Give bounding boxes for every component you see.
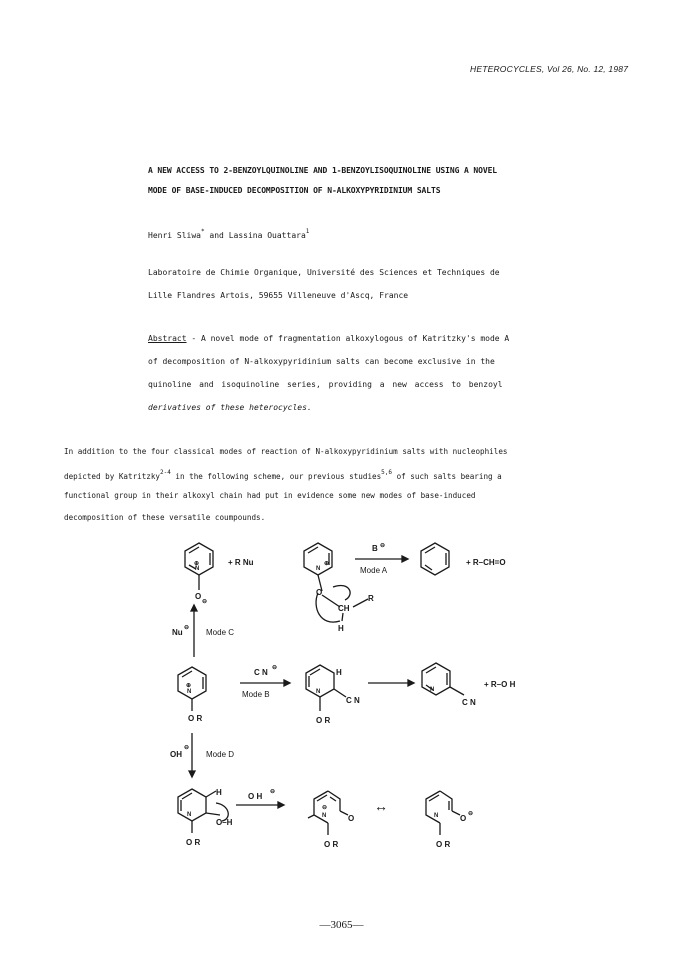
row3-reagent: O H — [248, 792, 263, 801]
plus-charge-2: ⊕ — [324, 561, 330, 567]
mode-c-nu-charge: ⊖ — [184, 625, 190, 631]
mode-d-oh-charge: ⊖ — [184, 745, 190, 751]
body-line-2 — [64, 469, 502, 481]
mode-b-reagent: C N — [254, 668, 268, 677]
corresponding-mark: * — [200, 228, 205, 235]
row1-reagent: + R Nu — [228, 558, 254, 567]
abstract-line-1-text: - A novel mode of fragmentation alkoxylogous of Katritzky's mode A — [186, 334, 510, 343]
journal-citation: HETEROCYCLES, Vol 26, No. 12, 1987 — [470, 64, 629, 74]
row3-o: O — [348, 814, 355, 823]
row3-oh: O–H — [216, 818, 233, 827]
row3-o-enolate: O — [460, 814, 467, 823]
reaction-scheme — [150, 535, 570, 865]
author-2: Lassina Ouattara — [228, 231, 306, 240]
or-label-2: O R — [316, 716, 331, 725]
n-label-7: N — [322, 813, 327, 819]
n-label-8: N — [434, 813, 439, 819]
title-line-1: A NEW ACCESS TO 2-BENZOYLQUINOLINE AND 1-BENZOYLISOQUINOLINE USING A NOVEL — [148, 166, 498, 175]
mode-c-nu: Nu — [172, 628, 183, 637]
row3-h: H — [216, 788, 222, 797]
h-label: H — [338, 624, 344, 633]
n-label-4: N — [316, 689, 321, 695]
row3-reagent-charge: ⊖ — [270, 789, 276, 795]
author-1: Henri Sliwa — [148, 231, 201, 240]
n-label-1: N — [195, 566, 200, 572]
mode-c-label: Mode C — [206, 628, 235, 637]
or-label-5: O R — [436, 840, 451, 849]
abstract-line-1 — [148, 334, 509, 343]
ring-opened-anion-ring — [308, 791, 348, 835]
mode-a-base-charge: ⊖ — [380, 543, 386, 549]
abstract-line-4: derivatives of these heterocycles. — [148, 403, 312, 412]
author-2-footnote: 1 — [305, 228, 310, 235]
reference-5-6: 5,6 — [381, 469, 393, 476]
ch-label: CH — [338, 604, 350, 613]
n-label-3: N — [187, 689, 192, 695]
pyridinium-alkoxy-ring — [304, 543, 368, 622]
resonance-arrow: ↔ — [374, 798, 388, 814]
mode-b-charge: ⊖ — [272, 665, 278, 671]
enolate-charge: ⊖ — [468, 811, 474, 817]
body-line-2-b: in the following scheme, our previous studies — [170, 472, 382, 481]
abstract-heading: Abstract — [148, 334, 187, 343]
affiliation-line-1: Laboratoire de Chimie Organique, Université des Sciences et Techniques de — [148, 268, 500, 277]
affiliation-line-2: Lille Flandres Artois, 59655 Villeneuve d'Ascq, France — [148, 291, 409, 300]
row1-product: + R–CH=O — [466, 558, 506, 567]
mode-d-label: Mode D — [206, 750, 235, 759]
body-line-1: In addition to the four classical modes of reaction of N-alkoxypyridinium salts with nucleophiles — [64, 447, 508, 456]
body-line-4: decomposition of these versatile coumpounds. — [64, 513, 266, 522]
mode-a-label: Mode A — [360, 566, 388, 575]
body-line-2-c: of such salts bearing a — [392, 472, 502, 481]
abstract-line-2: of decomposition of N-alkoxypyridinium salts can become exclusive in the — [148, 357, 495, 366]
r-label: R — [368, 594, 374, 603]
n-label-2: N — [316, 566, 321, 572]
mode-a-base: B — [372, 544, 378, 553]
n-alkoxypyridinium-ring — [178, 667, 206, 711]
row2-h: H — [336, 668, 342, 677]
or-label-1: O R — [188, 714, 203, 723]
oxide-o: O — [195, 592, 202, 601]
plus-charge-1: ⊕ — [194, 561, 200, 567]
authors — [148, 228, 309, 240]
row2-product: + R–O H — [484, 680, 516, 689]
or-label-4: O R — [324, 840, 339, 849]
abstract-line-3: quinoline and isoquinoline series, providing a new access to benzoyl — [148, 380, 503, 389]
cyanopyridine-ring — [422, 663, 464, 695]
or-label-3: O R — [186, 838, 201, 847]
title-line-2: MODE OF BASE-INDUCED DECOMPOSITION OF N-ALKOXYPYRIDINIUM SALTS — [148, 186, 441, 195]
body-line-2-a: depicted by Katritzky — [64, 472, 161, 481]
pyridine-product-ring — [421, 543, 449, 575]
author-conjunction: and — [204, 231, 229, 240]
mode-d-oh: OH — [170, 750, 182, 759]
ring-opened-enolate-ring — [426, 791, 460, 835]
alkoxy-o: O — [316, 588, 323, 597]
reference-2-4: 2-4 — [160, 469, 171, 476]
page-number: —3065— — [319, 919, 364, 931]
n-label-6: N — [187, 812, 192, 818]
body-line-3: functional group in their alkoxyl chain had put in evidence some new modes of base-induced — [64, 491, 476, 500]
mode-b-label: Mode B — [242, 690, 270, 699]
plus-charge-3: ⊕ — [186, 683, 192, 689]
oxide-charge: ⊖ — [202, 599, 208, 605]
row2-cn: C N — [346, 696, 360, 705]
minus-charge-7: ⊖ — [322, 805, 328, 811]
n-label-5: N — [430, 687, 435, 693]
row2-cn-product: C N — [462, 698, 476, 707]
